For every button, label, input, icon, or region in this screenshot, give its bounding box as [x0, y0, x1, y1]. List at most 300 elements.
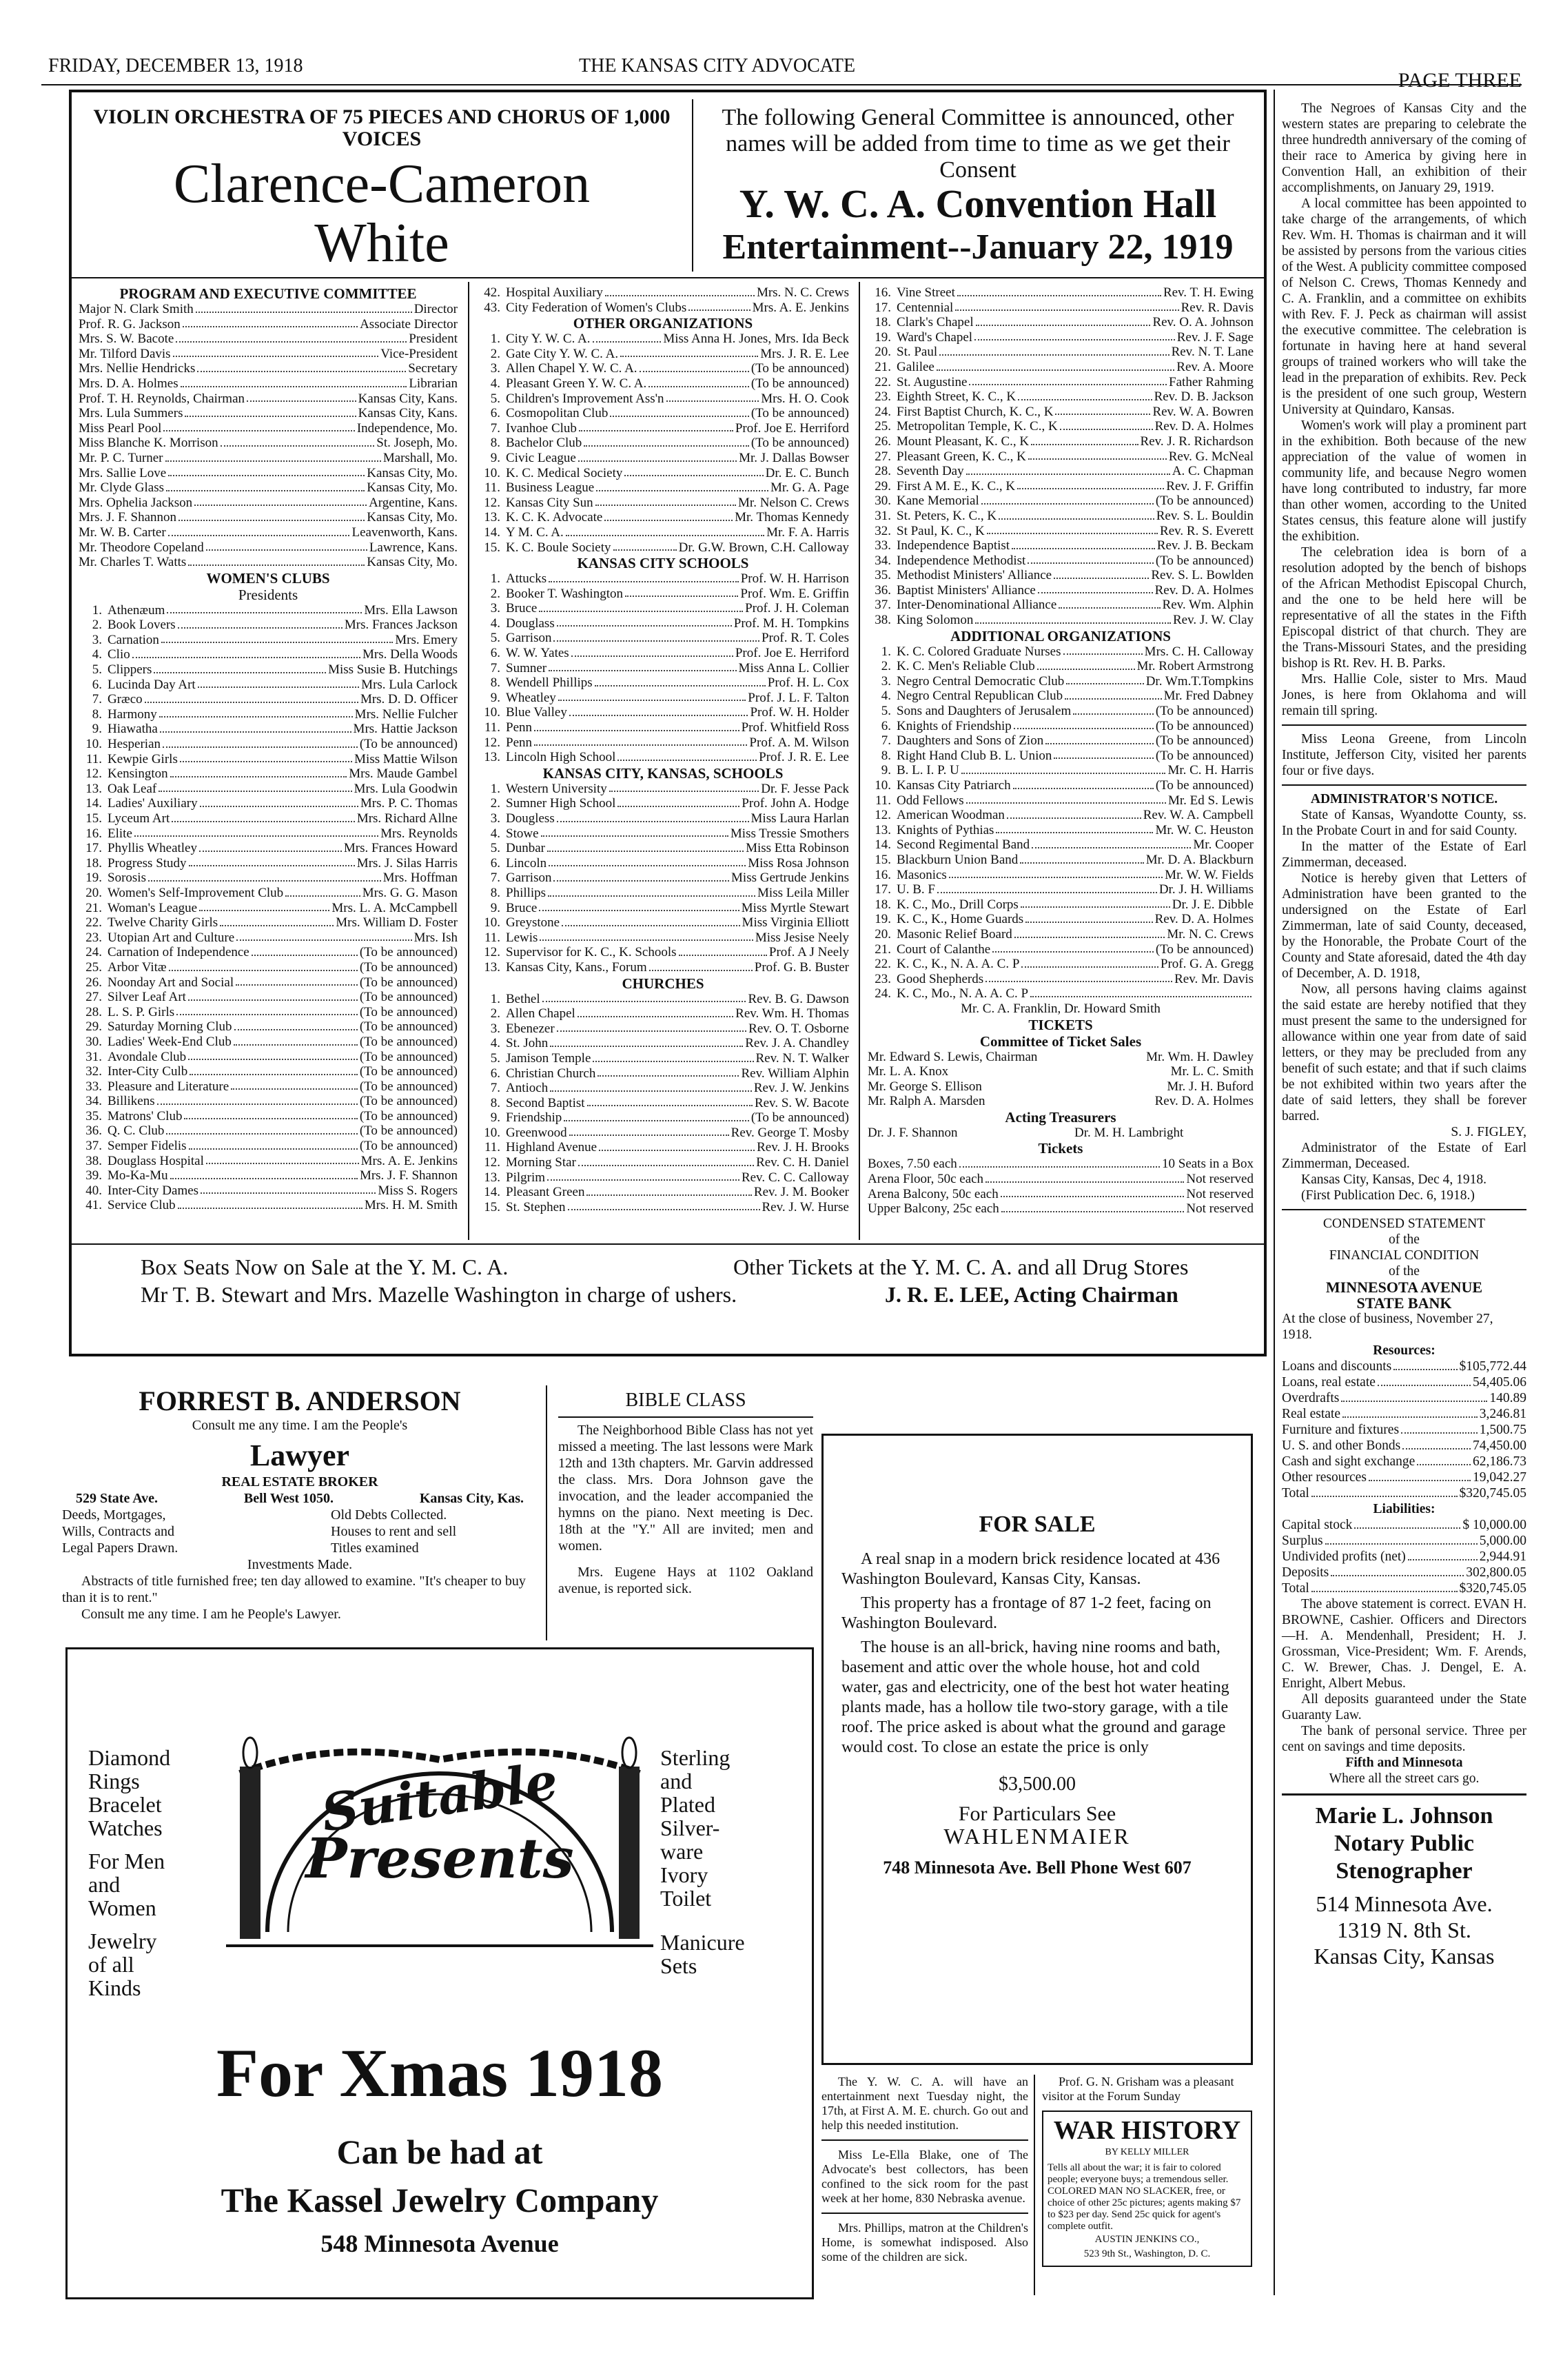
resources-list	[1282, 1359, 1526, 1485]
sidebar-p5: Mrs. Hallie Cole, sister to Mrs. Maud Jones, is here from Oklahoma and will remain till spring.	[1282, 672, 1526, 718]
admin-signature-2: Administrator of the Estate of Earl Zimmerman, Deceased.	[1282, 1141, 1526, 1171]
list-item: U. S. and other Bonds 74,450.00	[1282, 1438, 1526, 1453]
page-number: PAGE THREE	[1398, 69, 1522, 92]
bank-h4: of the	[1389, 1264, 1420, 1279]
list-item: 31. St. Peters, K. C., K Rev. S. L. Bouldin	[875, 508, 1254, 523]
list-item: 10. Greenwood Rev. George T. Mosby	[484, 1125, 849, 1140]
list-item: 4. Douglass Prof. M. H. Tompkins	[490, 616, 849, 631]
list-item: 2. Book Lovers Mrs. Frances Jackson	[92, 618, 458, 633]
for-sale-heading: FOR SALE	[979, 1512, 1096, 1537]
jewelry-ad	[65, 1647, 814, 2299]
admin-signature-3: Kansas City, Kansas, Dec 4, 1918.	[1301, 1172, 1487, 1187]
list-item: Arena Balcony, 50c each Not reserved	[868, 1186, 1254, 1201]
list-item: 26. Noonday Art and Social (To be announced)	[85, 975, 458, 990]
list-item: 6. Lincoln Miss Rosa Johnson	[490, 855, 849, 871]
kc-schools-list	[477, 571, 849, 765]
kck-schools-heading: KANSAS CITY, KANSAS, SCHOOLS	[542, 764, 784, 782]
bank-text-3: The bank of personal service. Three per cent on savings and time deposits.	[1282, 1724, 1526, 1754]
column-2	[477, 285, 849, 1214]
admin-heading: ADMINISTRATOR'S NOTICE.	[1310, 792, 1498, 806]
list-item: 33. Independence Baptist Rev. J. B. Beckam	[875, 538, 1254, 553]
list-item: Arena Floor, 50c each Not reserved	[868, 1172, 1254, 1187]
list-item: 9. Wheatley Prof. J. L. F. Talton	[490, 690, 849, 705]
clubs-continued	[477, 285, 849, 315]
for-sale-agent: WAHLENMAIER	[943, 1824, 1131, 1849]
masthead-rule	[41, 84, 1522, 85]
list-item: 19. K. C., K., Home Guards Rev. D. A. Holmes	[875, 912, 1254, 927]
list-item: 21. Galilee Rev. A. Moore	[875, 359, 1254, 374]
other-orgs-list	[477, 332, 849, 555]
war-history-author: BY KELLY MILLER	[1105, 2147, 1189, 2157]
list-item: 34. Billikens (To be announced)	[85, 1094, 458, 1109]
list-item: 7. Ivanhoe Club Prof. Joe E. Herriford	[490, 420, 849, 436]
list-item: Deposits 302,800.05	[1282, 1565, 1526, 1580]
admin-p1: State of Kansas, Wyandotte County, ss. In the Probate Court in and for said County.	[1282, 808, 1526, 838]
list-item: 10. Greystone Miss Virginia Elliott	[484, 915, 849, 930]
for-sale-body	[841, 1549, 1233, 1878]
for-sale-p1: A real snap in a modern brick residence located at 436 Washington Boulevard, Kansas City, Kansas.	[841, 1550, 1220, 1588]
list-item: 39. Mo-Ka-Mu Mrs. J. F. Shannon	[85, 1168, 458, 1183]
additional-orgs-list	[868, 644, 1254, 1001]
list-item: 30. Kane Memorial (To be announced)	[875, 494, 1254, 509]
list-item: Other resources 19,042.27	[1282, 1470, 1526, 1485]
list-item: 6. Knights of Friendship (To be announced)	[881, 718, 1254, 733]
resources-heading: Resources:	[1373, 1343, 1436, 1358]
list-item: 5. Sons and Daughters of Jerusalem (To be announced)	[881, 704, 1254, 719]
list-item: 3. Ebenezer Rev. O. T. Osborne	[490, 1021, 849, 1036]
list-item: Mrs. S. W. Bacote President	[79, 332, 458, 347]
list-item: 27. Pleasant Green, K. C., K Rev. G. McNeal	[875, 449, 1254, 464]
list-item: 8. Phillips Miss Leila Miller	[490, 885, 849, 900]
list-item: 8. Bachelor Club (To be announced)	[490, 436, 849, 451]
jewelry-right-list: Sterling and Plated Silver- ware Ivory Toilet Manicure Sets	[660, 1745, 745, 1978]
list-item: 33. Pleasure and Literature (To be announced)	[85, 1079, 458, 1094]
list-item: Mr. Ralph A. Marsden Rev. D. A. Holmes	[868, 1094, 1254, 1109]
admin-p4: Now, all persons having claims against the said estate are hereby notified that they must present the same to the undersigned for allowance within one year from date of said letters, or they may be precluded from any benefit of such estate; and that if such claims be not exhibited within two years after the date of said letters, they shall be forever barred.	[1282, 982, 1526, 1123]
list-item: 18. Clark's Chapel Rev. O. A. Johnson	[875, 315, 1254, 330]
list-item: 29. First A M. E., K. C., K Rev. J. F. Griffin	[875, 478, 1254, 494]
list-item: 32. Inter-City Culb (To be announced)	[85, 1064, 458, 1079]
list-item: 9. Civic League Mr. J. Dallas Bowser	[490, 450, 849, 465]
header-rule	[72, 277, 1264, 278]
for-sale-p2: This property has a frontage of 87 1-2 feet, facing on Washington Boulevard.	[841, 1594, 1212, 1632]
list-item: 21. Woman's League Mrs. L. A. McCampbell	[85, 900, 458, 915]
list-item: 10. Hesperian (To be announced)	[85, 737, 458, 752]
notary-addr-2: 1319 N. 8th St.	[1337, 1918, 1471, 1942]
list-item: 25. Arbor Vitæ (To be announced)	[85, 959, 458, 975]
list-item: Mr. P. C. Turner Marshall, Mo.	[79, 450, 458, 465]
lawyer-ad	[62, 1385, 538, 1623]
list-item: 4. Pleasant Green Y. W. C. A. (To be announced)	[490, 376, 849, 391]
phillips-note: Mrs. Phillips, matron at the Children's Home, is somewhat indisposed. Also some of the children are sick.	[821, 2221, 1028, 2264]
list-item: 12. American Woodman Rev. W. A. Campbell	[875, 808, 1254, 823]
list-item: Capital stock $ 10,000.00	[1282, 1518, 1526, 1532]
admin-signature: S. J. FIGLEY,	[1451, 1125, 1526, 1139]
bank-h2: of the	[1389, 1232, 1420, 1247]
list-item: 20. Masonic Relief Board Mr. N. C. Crews	[875, 926, 1254, 942]
xmas-headline: For Xmas 1918	[216, 2035, 664, 2111]
list-item: 9. B. L. I. P. U Mr. C. H. Harris	[881, 763, 1254, 778]
list-item: 3. Allen Chapel Y. W. C. A. (To be announced)	[490, 361, 849, 376]
list-item: Surplus 5,000.00	[1282, 1534, 1526, 1548]
list-item: 3. Dougless Miss Laura Harlan	[490, 811, 849, 826]
list-item: Miss Blanche K. Morrison St. Joseph, Mo.	[79, 436, 458, 451]
list-item: 23. Eighth Street, K. C., K Rev. D. B. Jackson	[875, 389, 1254, 405]
list-item: 2. Gate City Y. W. C. A. Mrs. J. R. E. Lee	[490, 346, 849, 361]
list-item: Mr. Edward S. Lewis, Chairman Mr. Wm. H. Dawley	[868, 1049, 1254, 1064]
list-item: 41. Service Club Mrs. H. M. Smith	[85, 1198, 458, 1213]
concert-ad	[69, 90, 1267, 1356]
list-item: 4. St. John Rev. J. A. Chandley	[490, 1036, 849, 1051]
war-history-text: Tells all about the war; it is fair to colored people; everyone buys; a tremendous seller. COLORED MAN NO SLACKER, free, or choice of other 25c pictures; agents making $7 to $23 per day. Send 25c quick for agent's complete outfit.	[1048, 2162, 1241, 2232]
sidebar-p4: The celebration idea is born of a resolution adopted by the bench of bishops of the African Methodist Episcopal Church, and the one to be held here will be representative of all the states in the Fifth Episcopal district of that church. They are the Trans-Missouri States, and the presiding bishop is Rt. Rev. H. B. Parks.	[1282, 545, 1526, 671]
can-be-had: Can be had at	[336, 2133, 543, 2171]
list-item: 3. Negro Central Democratic Club Dr. Wm.T.Tompkins	[881, 673, 1254, 689]
list-item: 38. Douglass Hospital Mrs. A. E. Jenkins	[85, 1153, 458, 1168]
for-sale-price: $3,500.00	[999, 1773, 1076, 1795]
list-item: 11. Kewpie Girls Miss Mattie Wilson	[85, 751, 458, 766]
list-item: 6. Lucinda Day Art Mrs. Lula Carlock	[92, 677, 458, 692]
admin-p3: Notice is hereby given that Letters of Administration have been granted to the undersigned on the Estate of Earl Zimmerman, late of said County, deceased, by the Honorable, the Probate Court of the County and State aforesaid, dated the 4th day of December, A. D. 1918,	[1282, 871, 1526, 981]
churches-list-continued	[868, 285, 1254, 628]
jewelry-left-list: Diamond Rings Bracelet Watches For Men and Women Jewelry of all Kinds	[88, 1745, 171, 2000]
list-item: 6. Cosmopolitan Club (To be announced)	[490, 406, 849, 421]
list-item: Mr. George S. Ellison Mr. J. H. Buford	[868, 1079, 1254, 1094]
list-item: 9. Bruce Miss Myrtle Stewart	[490, 900, 849, 915]
liabilities-total: Total $320,745.05	[1282, 1581, 1526, 1596]
suitable-word: Suitable	[318, 1751, 562, 1844]
list-item: Undivided profits (net) 2,944.91	[1282, 1549, 1526, 1564]
resources-total: Total $320,745.05	[1282, 1486, 1526, 1501]
list-item: 1. Bethel Rev. B. G. Dawson	[490, 991, 849, 1006]
concert-name-2: White	[314, 213, 449, 274]
war-history-ad	[1042, 2111, 1252, 2267]
notary-stenographer: Stenographer	[1336, 1858, 1473, 1884]
list-item: 22. Twelve Charity Girls Mrs. William D. Foster	[85, 915, 458, 930]
lawyer-consult: Consult me any time. I am he People's Lawyer.	[81, 1607, 341, 1622]
list-item: 14. Second Regimental Band Mr. Cooper	[875, 837, 1254, 853]
list-item: 43. City Federation of Women's Clubs Mrs. A. E. Jenkins	[484, 300, 849, 315]
lawyer-address-row: 529 State Ave. Bell West 1050. Kansas City, Kas.	[76, 1491, 524, 1506]
lawyer-investments: Investments Made.	[247, 1557, 353, 1572]
list-item: Loans and discounts $105,772.44	[1282, 1359, 1526, 1374]
col-divider-1	[468, 282, 469, 1240]
list-item: 12. Kansas City Sun Mr. Nelson C. Crews	[484, 495, 849, 510]
list-item: 4. Clio Mrs. Della Woods	[92, 647, 458, 662]
list-item: 8. Wendell Phillips Prof. H. L. Cox	[490, 675, 849, 691]
list-item: 19. Sorosis Mrs. Hoffman	[85, 871, 458, 886]
sidebar-p3: Women's work will play a prominent part in the exhibition. Both because of the new appreciation of the value of women in community life, and because Negro women have long contributed to industry, far more than other women, according to the United States census, this feature alone will justify the exhibition.	[1282, 418, 1526, 544]
notary-title: Notary Public	[1334, 1831, 1475, 1856]
list-item: 37. Semper Fidelis (To be announced)	[85, 1139, 458, 1154]
concert-name-1: Clarence-Cameron	[173, 154, 591, 214]
list-item: 1. K. C. Colored Graduate Nurses Mrs. C. H. Calloway	[881, 644, 1254, 659]
footer-rule	[72, 1243, 1264, 1245]
sidebar-p2: A local committee has been appointed to take charge of the arrangements, of which Rev. Wm. H. Thomas is chairman and it will be assisted by persons from the various cities of the West. A publicity committee composed of Nelson C. Crews, Thomas Kennedy and C. A. Franklin, and a committee on exhibits with Rev. F. J. Peck as chairman will assist the executive committee. The celebration is fortunate in having here at hand several groups of trained workers who will take the lead in the preparation of exhibits. Rev. Peck is the president of one such group, Western University at Quindaro, Kansas.	[1282, 196, 1526, 417]
list-item: Mr. W. B. Carter Leavenworth, Kans.	[79, 525, 458, 540]
lawyer-divider	[546, 1385, 547, 1640]
kassel-company: The Kassel Jewelry Company	[221, 2181, 659, 2219]
kassel-address: 548 Minnesota Avenue	[320, 2230, 559, 2257]
tickets-heading: TICKETS	[1028, 1016, 1093, 1033]
right-candle-icon	[619, 1767, 640, 1939]
list-item: Upper Balcony, 25c each Not reserved	[868, 1201, 1254, 1217]
list-item: 1. Athenæum Mrs. Ella Lawson	[92, 602, 458, 618]
list-item: 12. Kensington Mrs. Maude Gambel	[85, 766, 458, 782]
kc-schools-heading: KANSAS CITY SCHOOLS	[577, 555, 749, 572]
ticket-committee-heading: Committee of Ticket Sales	[979, 1033, 1142, 1050]
list-item: 1. City Y. W. C. A. Miss Anna H. Jones, Mrs. Ida Beck	[490, 332, 849, 347]
notary-name: Marie L. Johnson	[1315, 1803, 1493, 1829]
list-item: 25. Metropolitan Temple, K. C., K Rev. D. A. Holmes	[875, 419, 1254, 434]
womens-clubs-heading: WOMEN'S CLUBS	[206, 569, 330, 587]
list-item: 6. W. W. Yates Prof. Joe E. Herriford	[490, 646, 849, 661]
war-history-addr-2: 523 9th St., Washington, D. C.	[1083, 2248, 1211, 2259]
lawyer-abstracts: Abstracts of title furnished free; ten day allowed to examine. "It's cheaper to buy than it is to rent."	[62, 1574, 526, 1605]
list-item: 42. Hospital Auxiliary Mrs. N. C. Crews	[484, 285, 849, 300]
list-item: Real estate 3,246.81	[1282, 1407, 1526, 1421]
list-item: Mrs. J. F. Shannon Kansas City, Mo.	[79, 510, 458, 525]
list-item: 11. Penn Prof. Whitfield Ross	[484, 720, 849, 735]
for-sale-particulars: For Particulars See	[958, 1802, 1116, 1825]
list-item: Mrs. D. A. Holmes Librarian	[79, 376, 458, 391]
ywca-note: The Y. W. C. A. will have an entertainment next Tuesday night, the 17th, at First A. M. E. church. Go out and help this needed institution.	[821, 2075, 1028, 2132]
issue-date: FRIDAY, DECEMBER 13, 1918	[48, 55, 303, 77]
list-item: 15. Blackburn Union Band Mr. D. A. Blackburn	[875, 852, 1254, 867]
blake-note: Miss Le-Ella Blake, one of The Advocate's best collectors, has been confined to the sick room for the past week at her home, 830 Nebraska avenue.	[821, 2148, 1028, 2205]
war-history-heading: WAR HISTORY	[1053, 2116, 1241, 2145]
list-item: 24. First Baptist Church, K. C., K Rev. W. A. Bowren	[875, 404, 1254, 419]
tickets-price-heading: Tickets	[1038, 1140, 1083, 1157]
list-item: 32. St Paul, K. C., K Rev. R. S. Everett	[875, 523, 1254, 538]
list-item: 34. Independence Methodist (To be announced)	[875, 553, 1254, 568]
war-history-addr-1: AUSTIN JENKINS CO.,	[1094, 2234, 1200, 2245]
list-item: 23. Utopian Art and Culture Mrs. Ish	[85, 930, 458, 945]
list-item: 19. Ward's Chapel Rev. J. F. Sage	[875, 329, 1254, 345]
for-sale-address: 748 Minnesota Ave. Bell Phone West 607	[883, 1858, 1192, 1878]
sidebar-p6: Miss Leona Greene, from Lincoln Institute, Jefferson City, visited her parents four or five days.	[1282, 732, 1526, 778]
lawyer-name: FORREST B. ANDERSON	[139, 1385, 461, 1416]
list-item: Boxes, 7.50 each 10 Seats in a Box	[868, 1157, 1254, 1172]
list-item: 13. Lincoln High School Prof. J. R. E. Lee	[484, 750, 849, 765]
list-item: 12. Morning Star Rev. C. H. Daniel	[484, 1155, 849, 1170]
list-item: 8. Second Baptist Rev. S. W. Bacote	[490, 1095, 849, 1110]
list-item: 2. Booker T. Washington Prof. Wm. E. Griffin	[490, 586, 849, 601]
churches-list	[477, 992, 849, 1215]
footer-left-1: Box Seats Now on Sale at the Y. M. C. A.	[141, 1254, 509, 1279]
list-item: Furniture and fixtures 1,500.75	[1282, 1423, 1526, 1437]
list-item: 21. Court of Calanthe (To be announced)	[875, 942, 1254, 957]
liabilities-heading: Liabilities:	[1373, 1502, 1436, 1516]
list-item: 1. Attucks Prof. W. H. Harrison	[490, 571, 849, 587]
list-item: 11. Odd Fellows Mr. Ed S. Lewis	[875, 793, 1254, 808]
list-item: 16. Elite Mrs. Reynolds	[85, 826, 458, 841]
admin-signature-4: (First Publication Dec. 6, 1918.)	[1301, 1188, 1475, 1203]
list-item: 13. Knights of Pythias Mr. W. C. Heuston	[875, 822, 1254, 837]
list-item: 13. Kansas City, Kans., Forum Prof. G. B. Buster	[484, 959, 849, 975]
list-item: Mr. Clyde Glass Kansas City, Mo.	[79, 480, 458, 496]
bible-p2: Mrs. Eugene Hays at 1102 Oakland avenue, is reported sick.	[558, 1565, 813, 1596]
list-item: 18. Progress Study Mrs. J. Silas Harris	[85, 855, 458, 871]
bible-class	[558, 1389, 813, 1597]
concert-left-head: VIOLIN ORCHESTRA OF 75 PIECES AND CHORUS OF 1,000 VOICES	[93, 105, 671, 150]
treasurers-heading: Acting Treasurers	[1005, 1108, 1116, 1126]
footer-right-1: Other Tickets at the Y. M. C. A. and all Drug Stores	[733, 1254, 1189, 1279]
for-sale-p3: The house is an all-brick, having nine rooms and bath, basement and attic over the whole house, hot and cold water, gas and electricity, one of the best hot water heating plants made, has a hollow tile two-story garage, with a tile roof. The price asked is about what the ground and garage would cost. To close an estate the price is only	[841, 1638, 1229, 1756]
list-item: 7. Garrison Miss Gertrude Jenkins	[490, 871, 849, 886]
news-divider	[1034, 2075, 1035, 2295]
list-item: 27. Silver Leaf Art (To be announced)	[85, 990, 458, 1005]
bank-text-4: Fifth and Minnesota	[1345, 1756, 1463, 1770]
list-item: Mrs. Lula Summers Kansas City, Kans.	[79, 406, 458, 421]
war-history-column	[1042, 2075, 1252, 2267]
list-item: 35. Methodist Ministers' Alliance Rev. S. L. Bowlden	[875, 568, 1254, 583]
list-item: 38. King Solomon Rev. J. W. Clay	[875, 613, 1254, 628]
paper-name: THE KANSAS CITY ADVOCATE	[579, 55, 856, 77]
for-sale-ad	[821, 1434, 1253, 2065]
list-item: 5. Children's Improvement Ass'n Mrs. H. O. Cook	[490, 391, 849, 406]
bank-h5: MINNESOTA AVENUE	[1325, 1279, 1483, 1296]
left-candle-icon	[240, 1767, 260, 1939]
list-item: 24. K. C., Mo., N. A. A. C. P	[868, 986, 1254, 1001]
list-item: 5. Garrison Prof. R. T. Coles	[490, 631, 849, 646]
list-item: 3. Carnation Mrs. Emery	[92, 632, 458, 647]
ticket-committee-list	[868, 1050, 1254, 1109]
admin-p2: In the matter of the Estate of Earl Zimmerman, deceased.	[1282, 840, 1526, 870]
list-item: 4. Stowe Miss Tressie Smothers	[490, 826, 849, 841]
liabilities-list	[1282, 1517, 1526, 1580]
footer-left-2: Mr T. B. Stewart and Mrs. Mazelle Washington in charge of ushers.	[141, 1282, 737, 1307]
list-item: 28. L. S. P. Girls (To be announced)	[85, 1004, 458, 1019]
list-item: 5. Clippers Miss Susie B. Hutchings	[92, 662, 458, 678]
column-1	[79, 285, 458, 1213]
sidebar-p1: The Negroes of Kansas City and the western states are preparing to celebrate the three hundredth anniversary of the coming of their race to America by giving here in Convention Hall, an exhibition of their accomplishments, on January 29, 1919.	[1282, 101, 1526, 195]
list-item: 12. Penn Prof. A. M. Wilson	[484, 735, 849, 750]
presidents-heading: Presidents	[238, 586, 298, 603]
list-item: 9. Friendship (To be announced)	[490, 1110, 849, 1126]
list-item: 10. K. C. Medical Society Dr. E. C. Bunch	[484, 465, 849, 480]
list-item: 26. Mount Pleasant, K. C., K Rev. J. R. Richardson	[875, 434, 1254, 449]
masthead	[41, 54, 1522, 92]
other-orgs-heading: OTHER ORGANIZATIONS	[573, 315, 753, 332]
list-item: 10. Kansas City Patriarch (To be announced)	[875, 778, 1254, 793]
list-item: 37. Inter-Denominational Alliance Rev. Wm. Alphin	[875, 598, 1254, 613]
churches-heading: CHURCHES	[622, 975, 704, 992]
list-item: Mrs. Ophelia Jackson Argentine, Kans.	[79, 495, 458, 510]
list-item: 20. St. Paul Rev. N. T. Lane	[875, 345, 1254, 360]
list-item: 14. Pleasant Green Rev. J. M. Booker	[484, 1185, 849, 1200]
list-item: 11. Lewis Miss Jesise Neely	[484, 930, 849, 945]
list-item: 4. Negro Central Republican Club Mr. Fred Dabney	[881, 689, 1254, 704]
list-item: Miss Pearl Pool Independence, Mo.	[79, 420, 458, 436]
ticket-prices-list	[868, 1157, 1254, 1216]
list-item: 3. Bruce Prof. J. H. Coleman	[490, 601, 849, 616]
list-item: 17. U. B. F Dr. J. H. Williams	[875, 882, 1254, 897]
list-item: 15. K. C. Boule Society Dr. G.W. Brown, C.H. Calloway	[484, 540, 849, 555]
list-item: 35. Matrons' Club (To be announced)	[85, 1108, 458, 1123]
lawyer-sub: REAL ESTATE BROKER	[221, 1474, 378, 1489]
list-item: Mr. Tilford Davis Vice-President	[79, 346, 458, 361]
list-item: Mr. Charles T. Watts Kansas City, Mo.	[79, 555, 458, 570]
list-item: 15. St. Stephen Rev. J. W. Hurse	[484, 1199, 849, 1214]
col-divider-2	[859, 282, 860, 1240]
list-item: 7. Daughters and Sons of Zion (To be announced)	[881, 733, 1254, 749]
naacp-names: Mr. C. A. Franklin, Dr. Howard Smith	[961, 1001, 1161, 1016]
list-item: 17. Phyllis Wheatley Mrs. Frances Howard	[85, 841, 458, 856]
bank-text-5: Where all the street cars go.	[1329, 1771, 1480, 1786]
list-item: 17. Centennial Rev. R. Davis	[875, 300, 1254, 315]
list-item: 5. Dunbar Miss Etta Robinson	[490, 841, 849, 856]
lawyer-tag: Consult me any time. I am the People's	[192, 1418, 408, 1433]
list-item: 23. Good Shepherds Rev. Mr. Davis	[875, 971, 1254, 986]
list-item: 5. Jamison Temple Rev. N. T. Walker	[490, 1050, 849, 1066]
list-item: 7. Græco Mrs. D. D. Officer	[92, 692, 458, 707]
list-item: 24. Carnation of Independence (To be announced)	[85, 945, 458, 960]
lawyer-services-3: Legal Papers Drawn. Titles examined	[62, 1540, 419, 1556]
concert-right-intro: The following General Committee is announced, other names will be added from time to time as we get their Consent	[722, 105, 1234, 183]
bank-h6: STATE BANK	[1356, 1294, 1452, 1312]
list-item: 13. K. C. K. Advocate Mr. Thomas Kennedy	[484, 510, 849, 525]
list-item: 30. Ladies' Week-End Club (To be announced)	[85, 1034, 458, 1049]
list-item: 22. K. C., K., N. A. A. C. P Prof. G. A. Gregg	[875, 957, 1254, 972]
list-item: 16. Masonics Mr. W. W. Fields	[875, 867, 1254, 882]
list-item: Prof. T. H. Reynolds, Chairman Kansas City, Kans.	[79, 391, 458, 406]
list-item: Mr. L. A. Knox Mr. L. C. Smith	[868, 1064, 1254, 1079]
notary-addr-1: 514 Minnesota Ave.	[1316, 1891, 1493, 1916]
small-news-column	[821, 2075, 1028, 2264]
notary-city: Kansas City, Kansas	[1314, 1944, 1495, 1969]
list-item: Mrs. Nellie Hendricks Secretary	[79, 361, 458, 376]
grisham-note: Prof. G. N. Grisham was a pleasant visitor at the Forum Sunday	[1042, 2075, 1234, 2103]
list-item: 7. Antioch Rev. J. W. Jenkins	[490, 1081, 849, 1096]
committee-heading: PROGRAM AND EXECUTIVE COMMITTEE	[119, 285, 417, 302]
list-item: 8. Harmony Mrs. Nellie Fulcher	[92, 706, 458, 722]
list-item: Cash and sight exchange 62,186.73	[1282, 1454, 1526, 1469]
list-item: 9. Hiawatha Mrs. Hattie Jackson	[92, 722, 458, 737]
list-item: 1. Western University Dr. F. Jesse Pack	[490, 781, 849, 796]
concert-right-title-2: Entertainment--January 22, 1919	[722, 227, 1234, 267]
list-item: 2. K. C. Men's Reliable Club Mr. Robert Armstrong	[881, 659, 1254, 674]
bank-text: The above statement is correct. EVAN H. BROWNE, Cashier. Officers and Directors—H. A. Mendenhall, President; H. J. Grossman, Vice-President; Wm. F. Arends, C. W. Brewer, Chas. J. Dengel, E. A. Enright, Albert Mebus.	[1282, 1597, 1526, 1691]
list-item: Mr. Theodore Copeland Lawrence, Kans.	[79, 540, 458, 555]
lawyer-services-1: Deeds, Mortgages, Old Debts Collected.	[62, 1507, 447, 1523]
column-3	[868, 285, 1254, 1217]
list-item: 11. Business League Mr. G. A. Page	[484, 480, 849, 496]
sidebar-news	[1282, 101, 1526, 1969]
bible-p1: The Neighborhood Bible Class has not yet missed a meeting. The last lessons were Mark 12th and 13th chapters. Mr. Garvin addressed the class. Mrs. Dora Johnson gave the invocation, and the leader accompanied the hymns on the piano. Next meeting is Dec. 18th at the "Y." All are invited; men and women.	[558, 1423, 813, 1554]
list-item: Overdrafts 140.89	[1282, 1391, 1526, 1405]
list-item: Loans, real estate 54,405.06	[1282, 1375, 1526, 1390]
concert-right-title-1: Y. W. C. A. Convention Hall	[739, 181, 1217, 226]
sidebar-divider	[1274, 90, 1275, 2295]
list-item: 7. Sumner Miss Anna L. Collier	[490, 660, 849, 675]
list-item: 6. Christian Church Rev. William Alphin	[490, 1066, 849, 1081]
bank-h1: CONDENSED STATEMENT	[1322, 1217, 1486, 1231]
committee-list	[79, 302, 458, 570]
list-item: 8. Right Hand Club B. L. Union (To be announced)	[881, 748, 1254, 763]
list-item: Mrs. Sallie Love Kansas City, Mo.	[79, 465, 458, 480]
list-item: 22. St. Augustine Father Rahming	[875, 374, 1254, 389]
treasurers-row: Dr. J. F. Shannon Dr. M. H. Lambright	[868, 1125, 1184, 1140]
list-item: 29. Saturday Morning Club (To be announced)	[85, 1019, 458, 1035]
bank-text-2: All deposits guaranteed under the State Guaranty Law.	[1282, 1692, 1526, 1722]
list-item: 10. Blue Valley Prof. W. H. Holder	[484, 705, 849, 720]
list-item: 13. Oak Leaf Mrs. Lula Goodwin	[85, 781, 458, 796]
bank-h3: FINANCIAL CONDITION	[1329, 1248, 1480, 1263]
lawyer-services-2: Wills, Contracts and Houses to rent and sell	[62, 1524, 457, 1539]
list-item: 15. Lyceum Art Mrs. Richard Allne	[85, 811, 458, 826]
list-item: 16. Vine Street Rev. T. H. Ewing	[875, 285, 1254, 300]
